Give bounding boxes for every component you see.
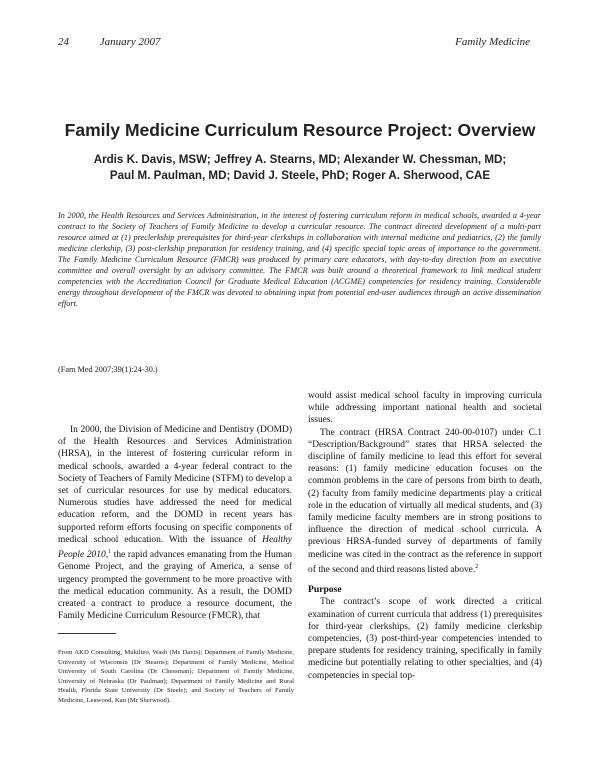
citation: (Fam Med 2007;39(1):24-30.) <box>58 365 158 374</box>
footnote-ref-1: 1 <box>108 549 112 556</box>
purpose-paragraph: The contract’s scope of work directed a critical examination of current curricula that address (1) prerequisites for third-year clerkships, (2) family medicine clerkship competencies, (3) post-third-year competencies intended to prepare students for residency training, specifically in family medicine but potentially relating to other specialties, and (4) competencies in special top- <box>308 597 542 681</box>
running-header-left <box>58 36 189 48</box>
purpose-heading: Purpose <box>308 584 342 596</box>
continued-paragraph: would assist medical school faculty in improving curricula while addressing important national health and societal issues. <box>308 391 542 426</box>
contract-paragraph: The contract (HRSA Contract 240-00-0107) under C.1 “Description/Background” states that HRSA selected the discipline of family medicine to lead this effort for several reasons: (1) family medicine education focuses on the common problems in the care of persons from birth to death, (2) faculty from family medicine departments play a critical role in the education of virtually all medical students, and (3) family medicine faculty members are in strong positions to influence the direction of medical school curricula. A previous HRSA-funded survey of departments of family medicine was cited in the contract as the reference in support of the second and third reasons listed above.$^2$ <box>308 427 542 575</box>
issue-date: January 2007 <box>99 36 161 48</box>
body-column-left <box>58 424 292 622</box>
author-list <box>40 152 560 184</box>
author-line-1: Ardis K. Davis, MSW; Jeffrey A. Stearns, MD; Alexander W. Chessman, MD; <box>93 153 507 166</box>
page-number: 24 <box>58 36 69 48</box>
author-affiliations: From AKD Consulting, Mukilteo, Wash (Ms Davis); Department of Family Medicine, University of Wisconsin (Dr Stearns); Department of Family Medicine, Medical University of South Carolina (Dr Chessman); Department of Family Medicine, University of Nebraska (Dr Paulman); Department of Family Medicine and Rural Health, Florida State University (Dr Steele); and Society of Teachers of Family Medicine, Leawood, Kan (Mr Sherwood). <box>58 649 294 704</box>
abstract: In 2000, the Health Resources and Services Administration, in the interest of fostering curriculum reform in medical schools, awarded a 4-year contract to the Society of Teachers of Family Medicine to develop a curricular resource. The contract directed development of a multi-part resource aimed at (1) preclerkship prerequisites for third-year clerkships in collaboration with internal medicine and pediatrics, (2) the family medicine clerkship, (3) post-clerkship preparation for residency training, and (4) specific special topic areas of importance to the government. The Family Medicine Curriculum Resource (FMCR) was produced by primary care educators, with day-to-day direction from an executive committee and overall oversight by an advisory committee. The FMCR was built around a theoretical framework to link medical student competencies with the Accreditation Council for Graduate Medical Education (ACGME) competencies for residency training. Considerable energy throughout development of the FMCR was devoted to obtaining input from potential end-user audiences through an active dissemination effort. <box>58 211 541 308</box>
author-line-2: Paul M. Paulman, MD; David J. Steele, PhD; Roger A. Sherwood, CAE <box>109 169 491 182</box>
footnote-rule <box>58 633 116 634</box>
body-column-right <box>308 390 542 682</box>
healthy-people-title: Healthy People 2010 <box>58 534 292 561</box>
footnote-ref-2: 2 <box>475 563 479 570</box>
intro-paragraph: In 2000, the Division of Medicine and Dentistry (DOMD) of the Health Resources and Services Administration (HRSA), in the interest of fostering curricular reform in medical schools, awarded a 4-year federal contract to the Society of Teachers of Family Medicine (STFM) to develop a set of curricular resources for use by medical educators. Numerous studies have addressed the need for medical education reform, and the DOMD in recent years has supported reform efforts focusing on specific components of medical school education. With the issuance of Healthy People 2010,$^1$ the rapid advances emanating from the Human Genome Project, and the graying of America, a sense of urgency prompted the government to be more proactive with the medical education community. As a result, the DOMD created a contract to produce a resource document, the Family Medicine Curriculum Resource (FMCR), that <box>58 425 292 622</box>
journal-name: Family Medicine <box>455 36 530 48</box>
article-title: Family Medicine Curriculum Resource Project: Overview <box>64 120 536 140</box>
